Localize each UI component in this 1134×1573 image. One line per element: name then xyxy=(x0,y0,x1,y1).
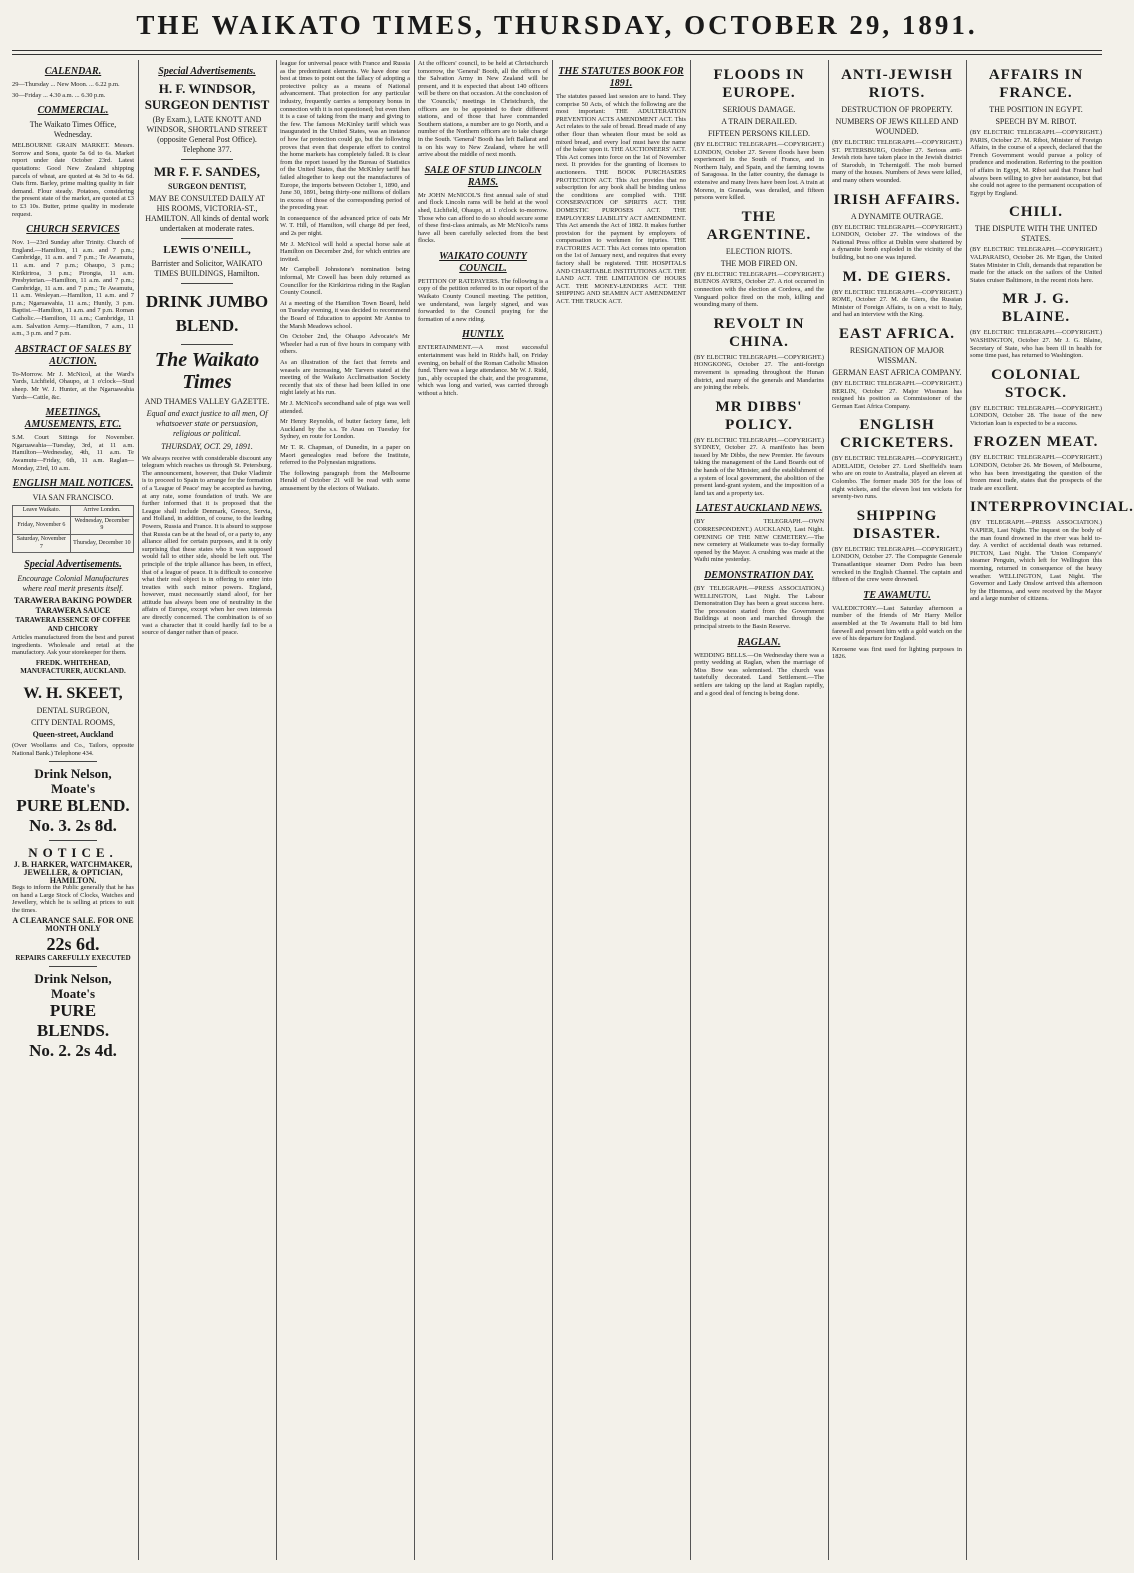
te-awamutu-body: VALEDICTORY.—Last Saturday afternoon a number of the friends of Mr Harry Mellor assembled at the Te Awamutu Hall to bid him farewell and present him with a gold watch on the eve of his departure for England. xyxy=(832,604,962,643)
tarawera-ad-line: TARAWERA BAKING POWDER xyxy=(13,596,133,606)
commercial-heading: COMMERCIAL. xyxy=(37,105,109,117)
table-row xyxy=(13,516,134,534)
editorial-body: league for universal peace with France and Russia as the predominant elements. We have done our best at times to point out the fallacy of adopting a protective policy as a means of National advancement. That protection for any particular industry, frequently carries a temporary bonus in connection with it is not questioned; but even then it is a case of taking from the many and giving to the few. The famous McKinley tariff which was inaugurated in the United States, was an instance of how far protection could go, but the following proves that even that desperate effort to control the home markets has completely failed. It is clear from the report issued by the Bureau of Statistics of the United States, that the McKinley tariff has failed altogether to keep out the manufactures of Europe, the imports between October 1, 1890, and June 30, 1891, being thirty-one millions of dollars in excess of those of the corresponding period of the preceding year. xyxy=(280,60,410,212)
jewish-riots-subheading: DESTRUCTION OF PROPERTY. xyxy=(841,105,953,114)
tarawera-ad-line: TARAWERA ESSENCE OF COFFEE AND CHICORY xyxy=(15,616,131,634)
raglan-heading: RAGLAN. xyxy=(737,636,781,648)
east-africa-subheading: RESIGNATION OF MAJOR WISSMAN. xyxy=(849,345,945,365)
east-africa-heading: EAST AFRICA. xyxy=(839,325,955,342)
argentine-subheading: ELECTION RIOTS. xyxy=(725,246,793,256)
column-divider xyxy=(828,60,829,1560)
floods-subheading: FIFTEEN PERSONS KILLED. xyxy=(707,129,810,138)
nelson-ad-line: No. 2. 2s 4d. xyxy=(29,1041,117,1061)
irish-affairs-body: (BY ELECTRIC TELEGRAPH.—COPYRIGHT.) LONDON, October 27. The windows of the National Press office at Dublin were shattered by a dynamite bomb exploded in the vicinity of the building, but no one was injured. xyxy=(832,223,962,261)
editorial-body: At the officers' council, to be held at Christchurch tomorrow, the 'General' Booth, all the officers of the Salvation Army in New Zealand will be present, and it is expected that about 140 officers will be there on that occasion. At the conclusion of the 'Councils,' meetings in Christchurch, the officers are to be appointed to their different stations, and of those that have commanded Southern stations, a number are to go North, and a number of the Northern officers are to take charge in the South. 'General' Booth has left Ballarat and is on his way to New Zealand, where he will arrive about the middle of next month. xyxy=(418,60,548,159)
column-8 xyxy=(970,60,1134,1560)
oneill-ad-body: Barrister and Solicitor, WAIKATO TIMES BUILDINGS, Hamilton. xyxy=(151,259,263,278)
local-news-item: In consequence of the advanced price of oats Mr W. T. Hill, of Hamilton, will charge 8d per feed, and 2s per night. xyxy=(280,214,410,238)
local-news-item: As an illustration of the fact that ferrets and weasels are increasing, Mr Tarvers stated at the meeting of the Waikato Acclimatisation Society recently that six of these had been killed in one night lately at his run. xyxy=(280,358,410,397)
local-news-item: Mr J. McNicol will hold a special horse sale at Hamilton on December 2nd, for which entries are invited. xyxy=(280,240,410,263)
divider xyxy=(49,679,98,680)
demonstration-heading: DEMONSTRATION DAY. xyxy=(704,570,814,581)
column-divider xyxy=(690,60,691,1560)
calendar-heading: CALENDAR. xyxy=(44,66,102,77)
windsor-ad-name: H. F. WINDSOR, SURGEON DENTIST xyxy=(144,81,270,112)
floods-heading: FLOODS IN EUROPE. xyxy=(713,67,805,101)
local-news-item: On October 2nd, the Ohaupo Advocate's Mr Wheeler had a run of five hours in company with others. xyxy=(280,333,410,356)
county-council-heading: WAIKATO COUNTY COUNCIL. xyxy=(439,250,527,274)
column-5 xyxy=(556,60,686,1560)
jewish-riots-body: (BY ELECTRIC TELEGRAPH.—COPYRIGHT.) ST. PETERSBURG, October 27. Serious anti-Jewish riots have taken place in the Jewish district of Starodub, in Tchernigoff. The mob burned many of the houses. Numbers of Jews were killed, and many others wounded. xyxy=(832,139,962,184)
church-heading: CHURCH SERVICES xyxy=(26,224,120,236)
column-divider xyxy=(138,60,139,1560)
skeet-ad-rooms: CITY DENTAL ROOMS, xyxy=(31,718,115,728)
blaine-body: (BY ELECTRIC TELEGRAPH.—COPYRIGHT.) WASHINGTON, October 27. Mr J. G. Blaine, Secretary of State, who has been ill in health for some time past, has returned to Washington. xyxy=(970,329,1102,360)
east-africa-body: (BY ELECTRIC TELEGRAPH.—COPYRIGHT.) BERLIN, October 27. Major Wissman has resigned his position as Commissioner of the German East Africa Company. xyxy=(832,379,962,410)
column-6 xyxy=(694,60,824,1560)
huntly-heading: HUNTLY. xyxy=(462,329,504,341)
chili-body: (BY ELECTRIC TELEGRAPH.—COPYRIGHT.) VALPARAISO, October 26. Mr Egan, the United States Minister in Chili, demands that reparation be made for the attack on the sailors of the United States cruiser Baltimore, in the recent riots here. xyxy=(970,246,1102,284)
huntly-body: ENTERTAINMENT.—A most successful entertainment was held in Ridd's hall, on Friday evening, on behalf of the Roman Catholic Mission fund. There was a large attendance. Mr W. J. Ridd, jun., ably occupied the chair, and the programme, which was long and varied, was carried through without a hitch. xyxy=(418,344,548,397)
column-divider xyxy=(414,60,415,1560)
skeet-ad-name: W. H. SKEET, xyxy=(23,685,123,703)
church-body: Nov. 1—23rd Sunday after Trinity. Church of England.—Hamilton, 11 a.m. and 7 p.m.; Cambridge, 11 a.m. and 7 p.m.; Te Awamutu, 11 a.m. and 7 p.m.; Ohaupo, 3 p.m.; Kirikiriroa, 3 p.m.; Pirongia, 11 a.m. Presbyterian.—Hamilton, 11 a.m. and 7 p.m.; Cambridge, 11 a.m. and 7 p.m.; Te Awamutu, 11 a.m. Wesleyan.—Hamilton, 11 a.m. and 7 p.m.; Ngaruawahia, 11 a.m.; Huntly, 3 p.m. Baptist.—Hamilton, 11 a.m. and 7 p.m. Roman Catholic.—Hamilton, 11 a.m.; Cambridge, 11 a.m. Salvation Army.—Hamilton, 7 a.m., 11 a.m., 3 p.m. and 7 p.m. xyxy=(12,239,134,338)
mail-heading: ENGLISH MAIL NOTICES. xyxy=(12,478,134,490)
argentine-body: (BY ELECTRIC TELEGRAPH.—COPYRIGHT.) BUENOS AYRES, October 27. A riot occurred in connection with the election at Cordova, and the Vanguard police fired on the mob, killing and wounding many of them. xyxy=(694,270,824,309)
de-giers-body: (BY ELECTRIC TELEGRAPH.—COPYRIGHT.) ROME, October 27. M. de Giers, the Russian Minister of Foreign Affairs, is on a visit to Italy, and had an interview with the King. xyxy=(832,288,962,319)
notice-heading: NOTICE. xyxy=(28,845,118,861)
table-row xyxy=(13,506,134,517)
shipping-heading: SHIPPING DISASTER. xyxy=(853,507,941,542)
table-cell: Saturday, November 7 xyxy=(13,534,71,552)
jewish-riots-heading: ANTI-JEWISH RIOTS. xyxy=(841,67,953,101)
dibbs-body: (BY ELECTRIC TELEGRAPH.—COPYRIGHT.) SYDNEY, October 27. A manifesto has been issued by Mr Dibbs, the new Premier. He favours taking the management of the Land Boards out of the hands of the Minister, and the establishment of a system of local government, the abolition of the present land-grant system, and the imposition of a land tax and a property tax. xyxy=(694,436,824,497)
clearance-sale: A CLEARANCE SALE. FOR ONE MONTH ONLY xyxy=(12,916,134,934)
editorial-body: We always receive with considerable discount any telegram which reaches us through St. Petersburg. The announcement, however, that Duke Vladimir is to proceed to Spain to arrange for the formation of a 'League of Peace' may be accepted as having, at any rate, some foundation of truth. We are further informed that it is proposed that the League shall include Denmark, Greece, Servia, and Holland, in addition, of course, to the leading Powers, Russia and France. It is absurd to suppose that Russia can be at the head of, or a party to, any alliance allied for certain purposes, and it is only surprising that these states who it was supposed would fall to either side, should be left out. The principle of the triple alliance has been, in effect, that of a league of peace. It is difficult to conceive what their real object is in offering to enter into treaties with such minor powers. England, however, must necessarily stand aloof, for her attitude has always been one of neutrality in the affairs of Europe, except when her own interests are directly concerned. The combination is of so vast a character that it could hardly fail to be a source of danger rather than of peace. xyxy=(142,454,272,637)
argentine-subheading: THE MOB FIRED ON. xyxy=(720,258,798,268)
windsor-ad-body: (By Exam.), LATE KNOTT AND WINDSOR, SHORTLAND STREET (opposite General Post Office). Telephone 377. xyxy=(146,115,268,154)
calendar-line: 30—Friday ... 4.30 a.m. ... 6.30 p.m. xyxy=(12,91,106,99)
county-council-body: PETITION OF RATEPAYERS. The following is a copy of the petition referred to in our report of the Waikato County Council meeting. The petition, we understand, was largely signed, and was forwarded to the Council praying for the formation of a new riding. xyxy=(418,277,548,323)
demonstration-body: (BY TELEGRAPH.—PRESS ASSOCIATION.) WELLINGTON, Last Night. The Labour Demonstration Day has been a great success here. The procession started from the Government Buildings at noon and marched through the principal streets to the Basin Reserve. xyxy=(694,585,824,630)
masthead: THE WAIKATO TIMES, THURSDAY, OCTOBER 29, 1891. xyxy=(136,10,978,40)
interprovincial-body: (BY TELEGRAPH.—PRESS ASSOCIATION.) NAPIER, Last Night. The inquest on the body of the man found drowned in the river was held to-day. A verdict of accidental death was returned. PICTON, Last Night. The 'Union Company's' steamer Penguin, which left for Wellington this morning, returned in consequence of the heavy weather. WELLINGTON, Last Night. The Governor and Lady Onslow arrived this afternoon by the Hinemoa, and were received by the Mayor and a large number of citizens. xyxy=(970,519,1102,603)
chili-heading: CHILI. xyxy=(1009,204,1063,221)
local-news-item: Mr Campbell Johnstone's nomination being informal, Mr Cowell has been duly returned as Councillor for the Kirikiriroa riding in the Raglan County Council. xyxy=(280,266,410,297)
chili-subheading: THE DISPUTE WITH THE UNITED STATES. xyxy=(974,224,1098,244)
special-ads-heading: Special Advertisements. xyxy=(158,66,256,77)
footer-note: Kerosene was first used for lighting purposes in 1826. xyxy=(832,645,962,661)
frozen-meat-body: (BY ELECTRIC TELEGRAPH.—COPYRIGHT.) LONDON, October 26. Mr Bowen, of Melbourne, who has been investigating the question of the frozen meat trade, states that the prospects of the trade are excellent. xyxy=(970,454,1102,492)
sales-body: To-Morrow. Mr J. McNicol, at the Ward's Yards, Lichfield, Ohaupo, at 1 o'clock—Stud sheep. Mr W. J. Hunter, at the Ngaruawahia Yards—Cattle, &c. xyxy=(12,370,134,401)
mail-table xyxy=(12,505,134,553)
east-africa-subheading: GERMAN EAST AFRICA COMPANY. xyxy=(832,367,962,377)
floods-subheading: SERIOUS DAMAGE. xyxy=(722,105,796,114)
de-giers-heading: M. DE GIERS. xyxy=(842,268,952,285)
local-news-item: At a meeting of the Hamilton Town Board, held on Tuesday evening, it was decided to recommend the Board of Education to appoint Mr Anniss to the Marsh Meadows school. xyxy=(280,299,410,330)
nelson-ad-line: No. 3. 2s 8d. xyxy=(29,816,117,836)
argentine-heading: THE ARGENTINE. xyxy=(706,208,812,243)
cricketers-body: (BY ELECTRIC TELEGRAPH.—COPYRIGHT.) ADELAIDE, October 27. Lord Sheffield's team who are on route to Australia, played an eleven at Colombo. The former made 305 for the loss of eight wickets, and the eleven lost ten wickets for seventy-two runs. xyxy=(832,455,962,501)
sandes-ad-name: MR F. F. SANDES, xyxy=(154,164,260,179)
skeet-ad-note: (Over Woollams and Co., Tailors, opposite National Bank.) Telephone 434. xyxy=(12,742,134,757)
divider xyxy=(49,966,98,967)
local-news-item: The following paragraph from the Melbourne Herald of October 21 will be read with some amusement by the electors of Waikato. xyxy=(280,469,410,492)
nelson-ad-line: Drink Nelson, Moate's xyxy=(34,766,112,797)
france-body: (BY ELECTRIC TELEGRAPH.—COPYRIGHT.) PARIS, October 27. M. Ribot, Minister of Foreign Affairs, in the course of a speech, declared that the French Government would pursue a policy of prudence and moderation. Referring to the position of affairs in Egypt, M. Ribot said that France had always been willing to give her assistance, but that she could not agree to the permanent occupation of Egypt by England. xyxy=(970,129,1102,197)
stud-sale-body: Mr JOHN McNICOL'S first annual sale of stud and flock Lincoln rams will be held at the wool shed, Lichfield, Ohaupo, at 1 o'clock to-morrow. Those who can afford to do so should secure some of these first-class animals, as Mr McNicol's rams have all been carefully selected from the best flocks. xyxy=(418,191,548,245)
whitehead-ad: FREDK. WHITEHEAD, MANUFACTURER, AUCKLAND. xyxy=(20,658,126,675)
china-heading: REVOLT IN CHINA. xyxy=(713,315,805,350)
frozen-meat-heading: FROZEN MEAT. xyxy=(973,434,1099,451)
interprovincial-heading: INTERPROVINCIAL. xyxy=(970,499,1134,516)
divider xyxy=(181,238,233,239)
watch-price: 22s 6d. xyxy=(46,933,100,954)
column-divider xyxy=(552,60,553,1560)
blaine-heading: MR J. G. BLAINE. xyxy=(1001,291,1071,326)
jewish-riots-subheading: NUMBERS OF JEWS KILLED AND WOUNDED. xyxy=(835,117,959,136)
masthead-rule-2 xyxy=(12,54,1102,55)
statutes-body: The statutes passed last session are to hand. They comprise 50 Acts, of which the following are the most important: THE ADULTERATION PREVENTION ACTS AMENDMENT ACT. This Act relates to the sale of bread. Bread made of any other flour than wheaten flour must be sold as mixed bread, and every loaf must have the name of the baker upon it. THE AUCTIONEERS' ACT. This Act comes into force on the 1st of November next. It provides for the granting of licenses to auctioneers. THE BOOK PURCHASERS PROTECTION ACT. This Act provides that no subscription for any book shall be binding unless the conditions are complied with. THE CONSERVATION OF SPIRITS ACT. THE DOMESTIC PURPOSES ACT. THE EMPLOYERS' LIABILITY ACT AMENDMENT. This Act amends the Act of 1882. It makes further provision for the payment by employers of compensation to workmen for injuries. THE FACTORIES ACT. This Act comes into operation on the 1st of January next, and requires that every factory shall be registered. THE HOSPITALS AND CHARITABLE INSTITUTIONS ACT. THE LAND ACT. THE LIMITATION OF HOURS ACT. THE MONEY-LENDERS ACT. THE SHIPPING AND SEAMEN ACT AMENDMENT ACT. THE TRUCK ACT. xyxy=(556,93,686,306)
tarawera-ad-body: Articles manufactured from the best and purest ingredients. Wholesale and retail at the manufactory. Ask your storekeeper for them. xyxy=(12,634,134,657)
shipping-body: (BY ELECTRIC TELEGRAPH.—COPYRIGHT.) LONDON, October 27. The Compagnie Generale Transatlantique steamer Dom Pedro has been wrecked in the English Channel. The captain and fifteen of the crew were drowned. xyxy=(832,545,962,584)
auckland-news-heading: LATEST AUCKLAND NEWS. xyxy=(695,503,823,515)
tarawera-ad-line: TARAWERA SAUCE xyxy=(35,606,111,616)
cricketers-heading: ENGLISH CRICKETERS. xyxy=(840,417,954,452)
statutes-heading: THE STATUTES BOOK FOR 1891. xyxy=(558,66,684,89)
meetings-heading: MEETINGS, AMUSEMENTS, ETC. xyxy=(24,407,122,431)
divider xyxy=(49,761,98,762)
column-4 xyxy=(418,60,548,1560)
repairs-line: REPAIRS CAREFULLY EXECUTED xyxy=(15,953,131,962)
mail-subheading: VIA SAN FRANCISCO. xyxy=(32,493,114,503)
commercial-subheading: The Waikato Times Office, Wednesday. xyxy=(29,120,117,140)
france-subheading: SPEECH BY M. RIBOT. xyxy=(995,117,1077,126)
jumbo-ad: DRINK JUMBO BLEND. xyxy=(145,292,269,335)
table-row xyxy=(13,534,134,552)
paper-subtitle: AND THAMES VALLEY GAZETTE. xyxy=(144,397,270,406)
france-subheading: THE POSITION IN EGYPT. xyxy=(989,105,1083,114)
paper-title: The Waikato Times xyxy=(154,349,260,393)
china-body: (BY ELECTRIC TELEGRAPH.—COPYRIGHT.) HONGKONG, October 27. The anti-foreign movement is spreading throughout the Hunan district, and many of the generals and Mandarins are joining the rebels. xyxy=(694,353,824,392)
skeet-ad-title: DENTAL SURGEON, xyxy=(36,706,110,716)
raglan-body: WEDDING BELLS.—On Wednesday there was a pretty wedding at Raglan, when the marriage of Miss Bow was solemnised. The church was tastefully decorated. Land Settlement.—The settlers are taking up the land at Raglan rapidly, and a good deal of fencing is being done. xyxy=(694,651,824,697)
meetings-body: S.M. Court Sittings for November. Ngaruawahia—Tuesday, 3rd, at 11 a.m. Hamilton—Wednesday, 4th, 11 a.m. Te Awamutu—Friday, 6th, 11 a.m. Raglan—Monday, 23rd, 10 a.m. xyxy=(12,434,134,472)
divider xyxy=(181,344,233,345)
local-news-item: Mr T. R. Chapman, of Dunedin, in a paper on Maori genealogies read before the Institute, referred to the Polynesian migrations. xyxy=(280,443,410,467)
sandes-ad-body: MAY BE CONSULTED DAILY AT HIS ROOMS, VICTORIA-ST., HAMILTON. All kinds of dental work undertaken at moderate rates. xyxy=(145,194,269,233)
column-7 xyxy=(832,60,962,1560)
column-divider xyxy=(276,60,277,1560)
table-cell: Thursday, December 10 xyxy=(70,534,133,552)
paper-motto: Equal and exact justice to all men, Of whatsoever state or persuasion, religious or political. xyxy=(146,409,268,438)
local-news-item: Mr Henry Reynolds, of butter factory fame, left Auckland by the s.s. Te Anau on Tuesday for Sydney, en route for London. xyxy=(280,418,410,441)
column-divider xyxy=(966,60,967,1560)
sales-heading: ABSTRACT OF SALES BY AUCTION. xyxy=(15,343,131,367)
local-news-item: Mr J. McNicol's secondhand sale of pigs was well attended. xyxy=(280,399,410,415)
stud-sale-heading: SALE OF STUD LINCOLN RAMS. xyxy=(424,164,542,188)
floods-body: (BY ELECTRIC TELEGRAPH.—COPYRIGHT.) LONDON, October 27. Severe floods have been experienced in the South of France, and in Northern Italy, and Spain, and the farming towns of Saragossa. In the latter country, the damage is extensive and many lives have been lost. A train at Moreno, in Granada, was derailed, and fifteen persons were killed. xyxy=(694,141,824,202)
editorial-dateline: THURSDAY, OCT. 29, 1891. xyxy=(161,442,253,451)
table-cell: Arrive London. xyxy=(70,506,133,517)
oneill-ad-name: LEWIS O'NEILL, xyxy=(163,244,251,256)
commercial-body: MELBOURNE GRAIN MARKET. Messrs. Sorrow and Sons, quote 5s 6d to 6s. Market report under date October 23rd. Latest quotations: Good New Zealand shipping parcels of wheat, are quoted at 4s 3d to 4s 6d. Oats firm. Barley, prime malting quality in fair demand. Flour steady. Potatoes, considering the present state of the market, are quoted at £3 to £3 10s. Butter, prime quality in moderate request. xyxy=(12,142,134,218)
colonial-stock-body: (BY ELECTRIC TELEGRAPH.—COPYRIGHT.) LONDON, October 28. The issue of the new Victorian loan is expected to be a success. xyxy=(970,404,1102,427)
skeet-ad-address: Queen-street, Auckland xyxy=(32,730,114,740)
nelson-ad-line: Drink Nelson, Moate's xyxy=(34,971,112,1002)
divider xyxy=(49,840,98,841)
te-awamutu-heading: TE AWAMUTU. xyxy=(863,589,931,601)
harker-ad-body: Begs to inform the Public generally that he has on hand a Large Stock of Clocks, Watches and Jewellery, which he is selling at prices to suit the times. xyxy=(12,884,134,914)
table-cell: Friday, November 6 xyxy=(13,516,71,534)
sandes-ad-title: SURGEON DENTIST, xyxy=(167,182,247,191)
dibbs-heading: MR DIBBS' POLICY. xyxy=(715,398,803,433)
masthead-rule xyxy=(12,50,1102,51)
auckland-news-body: (BY TELEGRAPH.—OWN CORRESPONDENT.) AUCKLAND, Last Night. OPENING OF THE NEW CEMETERY.—The new cemetery at Waikumete was to-day formally opened by the Mayor. A crushing was made at the Waihi mine yesterday. xyxy=(694,518,824,564)
nelson-ad-line: PURE BLENDS. xyxy=(36,1001,110,1041)
column-2 xyxy=(142,60,272,1560)
harker-ad: J. B. HARKER, WATCHMAKER, JEWELLER, & OPTICIAN, HAMILTON. xyxy=(13,860,133,885)
floods-subheading: A TRAIN DERAILED. xyxy=(721,117,797,126)
special-ads-heading: Special Advertisements. xyxy=(24,559,122,571)
irish-affairs-subheading: A DYNAMITE OUTRAGE. xyxy=(850,211,944,221)
france-heading: AFFAIRS IN FRANCE. xyxy=(988,67,1084,101)
column-1 xyxy=(12,60,134,1560)
calendar-line: 29—Thursday ... New Moon. ... 6.22 p.m. xyxy=(12,81,120,88)
divider xyxy=(181,159,233,160)
column-3 xyxy=(280,60,410,1560)
irish-affairs-heading: IRISH AFFAIRS. xyxy=(833,191,961,208)
table-cell: Wednesday, December 9 xyxy=(70,516,133,534)
nelson-ad-line: PURE BLEND. xyxy=(16,796,130,816)
table-cell: Leave Waikato. xyxy=(13,506,71,517)
colonial-stock-heading: COLONIAL STOCK. xyxy=(991,366,1081,401)
special-ads-subheading: Encourage Colonial Manufactures where real merit presents itself. xyxy=(17,574,129,594)
divider xyxy=(181,283,233,284)
